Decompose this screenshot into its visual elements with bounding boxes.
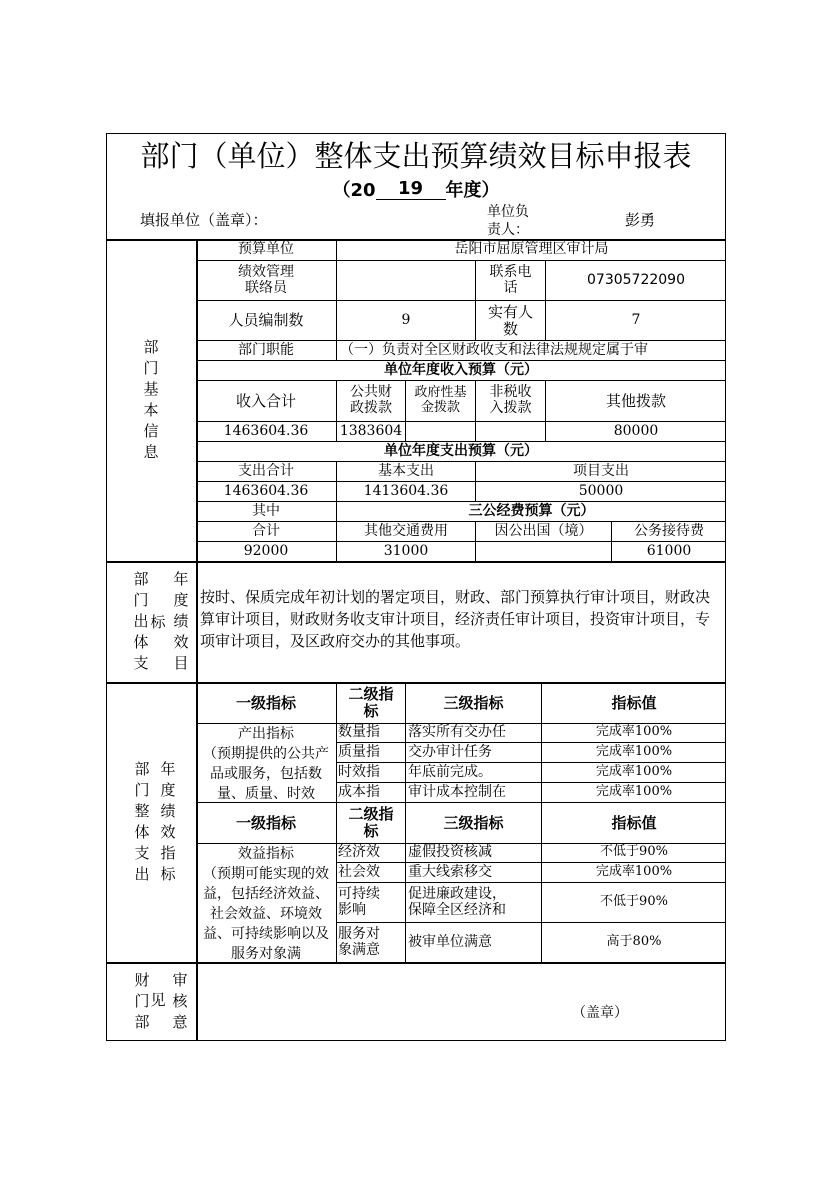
- output-l3-3: 审计成本控制在: [408, 783, 506, 800]
- expense-value-basic: 1413604.36: [363, 482, 449, 499]
- sangong-value-abroad: [476, 542, 611, 561]
- effect-l3-1: 重大线索移交: [408, 863, 492, 880]
- income-header-other: 其他拨款: [605, 391, 666, 410]
- basic-section-label: 部 门 基 本 信 息: [143, 338, 159, 461]
- income-header-total: 收入合计: [235, 391, 296, 410]
- year-value: 19: [376, 178, 446, 200]
- effect-l2-0: 经济效: [338, 843, 380, 860]
- audit-label-col3: 审 核 意: [172, 970, 188, 1031]
- output-l3-2: 年底前完成。: [408, 763, 492, 780]
- output-value-1: 完成率100%: [595, 744, 673, 760]
- person-value: 彭勇: [624, 210, 655, 229]
- ind-header2-value: 指标值: [611, 813, 657, 832]
- ind-header-l2: 二级指 标: [348, 685, 394, 720]
- income-header-public: 公共财 政拨款: [350, 384, 392, 416]
- effect-level1: 效益指标 （预期可能实现的效益，包括经济效益、社会效益、环境效益、可持续影响以及服务对象满: [203, 846, 329, 962]
- effect-value-1: 完成率100%: [595, 864, 673, 880]
- sangong-header-transport: 其他交通费用: [364, 522, 448, 539]
- duty-value: （一）负责对全区财政收支和法律法规规定属于审: [340, 341, 648, 358]
- budget-unit-label: 预算单位: [238, 241, 294, 258]
- audit-label-mid: 见: [150, 990, 166, 1009]
- effect-value-0: 不低于90%: [600, 844, 668, 860]
- effect-l3-3: 被审单位满意: [408, 933, 492, 950]
- sangong-value-transport: 31000: [383, 542, 429, 559]
- output-l2-0: 数量指: [338, 723, 380, 740]
- output-value-0: 完成率100%: [595, 724, 673, 740]
- income-header-nontax: 非税收 入拨款: [489, 384, 532, 416]
- staff-value: 9: [401, 311, 411, 328]
- income-value-total: 1463604.36: [223, 422, 309, 439]
- output-l3-1: 交办审计任务: [408, 743, 492, 760]
- output-value-2: 完成率100%: [595, 764, 673, 780]
- phone-value: 07305722090: [587, 271, 685, 288]
- filler-label: 填报单位（盖章）：: [140, 210, 268, 229]
- page-title: 部门（单位）整体支出预算绩效目标申报表: [140, 138, 692, 173]
- contact-value: [337, 261, 475, 300]
- ind-header-l3: 三级指标: [443, 693, 504, 712]
- income-value-fund: [406, 422, 475, 441]
- output-level1: 产出指标 （预期提供的公共产品或服务，包括数量、质量、时效: [203, 726, 329, 802]
- ind-header-l1: 一级指标: [235, 693, 296, 712]
- output-value-3: 完成率100%: [595, 784, 673, 800]
- indicator-label-col2: 年 度 绩 效 指 标: [160, 760, 176, 883]
- budget-unit-value: 岳阳市屈原管理区审计局: [454, 241, 609, 258]
- effect-value-3: 高于80%: [606, 934, 662, 950]
- duty-label: 部门职能: [238, 341, 294, 358]
- actual-value: 7: [631, 311, 641, 328]
- goal-label-col2: 年 度 绩 效 目: [173, 569, 189, 672]
- audit-label-col1: 财 门 部: [134, 970, 150, 1031]
- expense-header-basic: 基本支出: [378, 462, 434, 479]
- expense-value-project: 50000: [578, 482, 624, 499]
- effect-value-2: 不低于90%: [600, 894, 668, 910]
- year-suffix: 年度）: [445, 180, 500, 201]
- expense-header-project: 项目支出: [573, 462, 629, 479]
- indicator-label-col1: 部 门 整 体 支 出: [134, 760, 150, 883]
- income-value-other: 80000: [613, 422, 659, 439]
- effect-l3-0: 虚假投资核减: [408, 843, 492, 860]
- income-value-nontax: [476, 422, 545, 441]
- goal-label-col1: 部 门 出 体 支: [133, 569, 149, 672]
- output-l2-1: 质量指: [338, 743, 380, 760]
- sangong-value-total: 92000: [243, 542, 289, 559]
- ind-header2-l3: 三级指标: [443, 813, 504, 832]
- effect-l3-2: 促进廉政建设， 保障全区经济和: [408, 885, 506, 918]
- sangong-header-total: 合计: [252, 522, 280, 539]
- ind-header-value: 指标值: [611, 693, 657, 712]
- contact-label: 绩效管理 联络员: [238, 263, 294, 296]
- audit-seal: （盖章）: [572, 1005, 628, 1022]
- effect-l2-1: 社会效: [338, 863, 380, 880]
- goal-label-mid: 标: [150, 612, 166, 631]
- effect-l2-2: 可持续 影响: [338, 885, 380, 918]
- person-label: 单位负 责人：: [487, 204, 529, 238]
- income-value-public: 1383604: [339, 422, 403, 439]
- sangong-header-abroad: 因公出国（境）: [494, 522, 593, 539]
- ind-header2-l1: 一级指标: [235, 813, 296, 832]
- annual-goal-text: 按时、保质完成年初计划的署定项目，财政、部门预算执行审计项目，财政决算审计项目，财政财务收支审计项目，经济责任审计项目，投资审计项目，专项审计项目，及区政府交办的其他事项。: [200, 588, 711, 650]
- sangong-title: 三公经费预算（元）: [468, 502, 595, 519]
- staff-label: 人员编制数: [228, 311, 304, 330]
- expense-value-total: 1463604.36: [223, 482, 309, 499]
- income-header-fund: 政府性基 金拨款: [414, 385, 467, 415]
- year-prefix: （20: [332, 180, 376, 201]
- effect-l2-3: 服务对 象满意: [338, 925, 380, 958]
- expense-title: 单位年度支出预算（元）: [384, 442, 538, 459]
- income-title: 单位年度收入预算（元）: [384, 361, 538, 378]
- output-l3-0: 落实所有交办任: [408, 723, 506, 740]
- phone-label: 联系电 话: [489, 263, 532, 296]
- output-l2-3: 成本指: [338, 783, 380, 800]
- of-which-label: 其中: [252, 502, 280, 519]
- actual-label: 实有人 数: [487, 302, 533, 338]
- expense-header-total: 支出合计: [238, 462, 294, 479]
- sangong-value-reception: 61000: [646, 542, 692, 559]
- sangong-header-reception: 公务接待费: [634, 522, 704, 539]
- ind-header2-l2: 二级指 标: [348, 805, 394, 840]
- output-l2-2: 时效指: [338, 763, 380, 780]
